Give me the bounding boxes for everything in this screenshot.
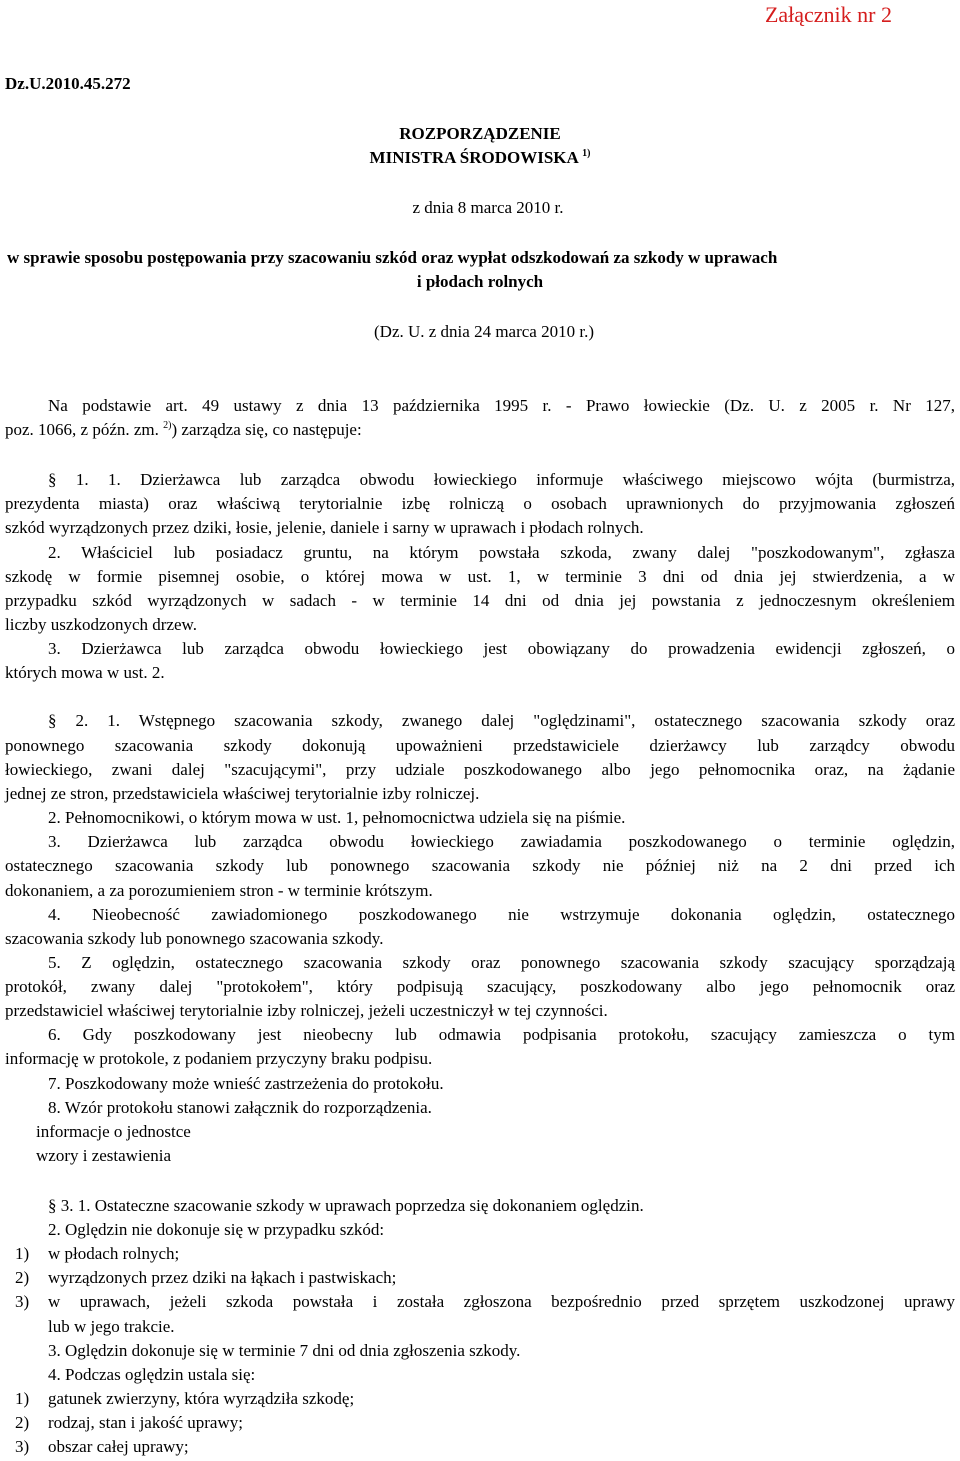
list1-num-3: 3) — [15, 1292, 30, 1311]
title-line-2 — [0, 148, 960, 168]
sec1-line-8: 3. Dzierżawca lub zarządca obwodu łowieckiego jest obowiązany do prowadzenia ewidencji zgłoszeń, o — [48, 639, 955, 658]
title-text: MINISTRA ŚRODOWISKA — [369, 148, 578, 167]
sec1-line-7: liczby uszkodzonych drzew. — [5, 615, 197, 634]
list2-num-3: 3) — [15, 1437, 30, 1456]
sec2-line-3: łowieckiego, zwani dalej "szacującymi", przy udziale poszkodowanego albo jego pełnomocnika oraz, na żądanie — [5, 760, 955, 779]
templates-link: wzory i zestawienia — [36, 1146, 171, 1165]
annex-label: Załącznik nr 2 — [764, 2, 892, 27]
sec3-line-1: § 3. 1. Ostateczne szacowanie szkody w uprawach poprzedza się dokonaniem oględzin. — [48, 1196, 644, 1215]
sec2-line-14: 6. Gdy poszkodowany jest nieobecny lub odmawia podpisania protokołu, szacujący zamieszcza o tym — [48, 1025, 955, 1044]
sec1-line-3: szkód wyrządzonych przez dziki, łosie, jelenie, daniele i sarny w uprawach i płodach rolnych. — [5, 518, 644, 537]
list1-num-2: 2) — [15, 1268, 30, 1287]
title-line-1: ROZPORZĄDZENIE — [399, 124, 561, 143]
list1-item-2: wyrządzonych przez dziki na łąkach i pastwiskach; — [48, 1268, 397, 1287]
sec2-line-17: 8. Wzór protokołu stanowi załącznik do rozporządzenia. — [48, 1098, 432, 1117]
list2-num-2: 2) — [15, 1413, 30, 1432]
sec2-line-7: ostatecznego szacowania szkody lub ponownego szacowania szkody nie później niż na 2 dni przed ich — [5, 856, 955, 875]
list2-item-2: rodzaj, stan i jakość uprawy; — [48, 1413, 243, 1432]
sec2-line-5: 2. Pełnomocnikowi, o którym mowa w ust. 1, pełnomocnictwa udziela się na piśmie. — [48, 808, 626, 827]
sec1-line-5: szkodę w formie pisemnej osobie, o której mowa w ust. 1, w terminie 3 dni od dnia jej stwierdzenia, a w — [5, 567, 955, 586]
sec2-line-6: 3. Dzierżawca lub zarządca obwodu łowieckiego zawiadamia poszkodowanego o terminie oględzin, — [48, 832, 955, 851]
sec1-line-9: których mowa w ust. 2. — [5, 663, 165, 682]
footnote-2: 2) — [163, 420, 172, 431]
sec1-line-1: § 1. 1. Dzierżawca lub zarządca obwodu łowieckiego informuje właściwego miejscowo wójta (burmistrza, — [48, 470, 955, 489]
subject-line-1: w sprawie sposobu postępowania przy szacowaniu szkód oraz wypłat odszkodowań za szkody w uprawach — [7, 248, 778, 267]
sec2-line-12: protokół, zwany dalej "protokołem", który podpisują szacujący, poszkodowany albo jego pełnomocnik oraz — [5, 977, 955, 996]
sec3-line-3: 3. Oględzin dokonuje się w terminie 7 dni od dnia zgłoszenia szkody. — [48, 1341, 521, 1360]
preamble-text-b: ) zarządza się, co następuje: — [171, 420, 362, 439]
list1-item-3-cont: lub w jego trakcie. — [48, 1317, 175, 1336]
sec1-line-4: 2. Właściciel lub posiadacz gruntu, na którym powstała szkoda, zwany dalej "poszkodowanym", zgłasza — [48, 543, 955, 562]
sec2-line-2: ponownego szacowania szkody dokonują upoważnieni przedstawiciele dzierżawcy lub zarządcy obwodu — [5, 736, 955, 755]
list1-num-1: 1) — [15, 1244, 30, 1263]
subject-line-2: i płodach rolnych — [416, 272, 544, 291]
sec2-line-1: § 2. 1. Wstępnego szacowania szkody, zwanego dalej "oględzinami", ostatecznego szacowania szkody oraz — [48, 711, 955, 730]
unit-info-link: informacje o jednostce — [36, 1122, 191, 1141]
sec2-line-16: 7. Poszkodowany może wnieść zastrzeżenia do protokołu. — [48, 1074, 444, 1093]
list2-item-1: gatunek zwierzyny, która wyrządziła szkodę; — [48, 1389, 355, 1408]
list1-item-1: w płodach rolnych; — [48, 1244, 180, 1263]
regulation-date: z dnia 8 marca 2010 r. — [412, 198, 564, 217]
sec3-line-2: 2. Oględzin nie dokonuje się w przypadku szkód: — [48, 1220, 385, 1239]
sec2-line-4: jednej ze stron, przedstawiciela właściwej terytorialnie izby rolniczej. — [5, 784, 480, 803]
publication-info: (Dz. U. z dnia 24 marca 2010 r.) — [374, 322, 594, 341]
sec2-line-13: przedstawiciel właściwej terytorialnie izby rolniczej, jeżeli uczestniczył w tej czynności. — [5, 1001, 608, 1020]
list1-item-3: w uprawach, jeżeli szkoda powstała i została zgłoszona bezpośrednio przed sprzętem uszkodzonej uprawy — [48, 1292, 955, 1311]
sec2-line-15: informację w protokole, z podaniem przyczyny braku podpisu. — [5, 1049, 433, 1068]
list2-item-3: obszar całej uprawy; — [48, 1437, 189, 1456]
list2-num-1: 1) — [15, 1389, 30, 1408]
sec2-line-10: szacowania szkody lub ponownego szacowania szkody. — [5, 929, 384, 948]
sec1-line-6: przypadku szkód wyrządzonych w sadach - w terminie 14 dni od dnia jej powstania z jednoczesnym określeniem — [5, 591, 955, 610]
sec2-line-9: 4. Nieobecność zawiadomionego poszkodowanego nie wstrzymuje dokonania oględzin, ostatecznego — [48, 905, 955, 924]
sec1-line-2: prezydenta miasta) oraz właściwą terytorialnie izbę rolniczą o osobach uprawnionych do przyjmowania zgłoszeń — [5, 494, 955, 513]
sec3-line-4: 4. Podczas oględzin ustala się: — [48, 1365, 256, 1384]
sec2-line-8: dokonaniem, a za porozumieniem stron - w terminie krótszym. — [5, 881, 433, 900]
preamble-text-a: poz. 1066, z późn. zm. — [5, 420, 159, 439]
sec2-line-11: 5. Z oględzin, ostatecznego szacowania szkody oraz ponownego szacowania szkody szacujący sporządzają — [48, 953, 955, 972]
preamble-line-2 — [5, 420, 362, 440]
journal-reference: Dz.U.2010.45.272 — [5, 74, 131, 93]
preamble-line-1: Na podstawie art. 49 ustawy z dnia 13 października 1995 r. - Prawo łowieckie (Dz. U. z 2005 r. Nr 127, — [48, 396, 955, 415]
footnote-1: 1) — [582, 148, 591, 159]
